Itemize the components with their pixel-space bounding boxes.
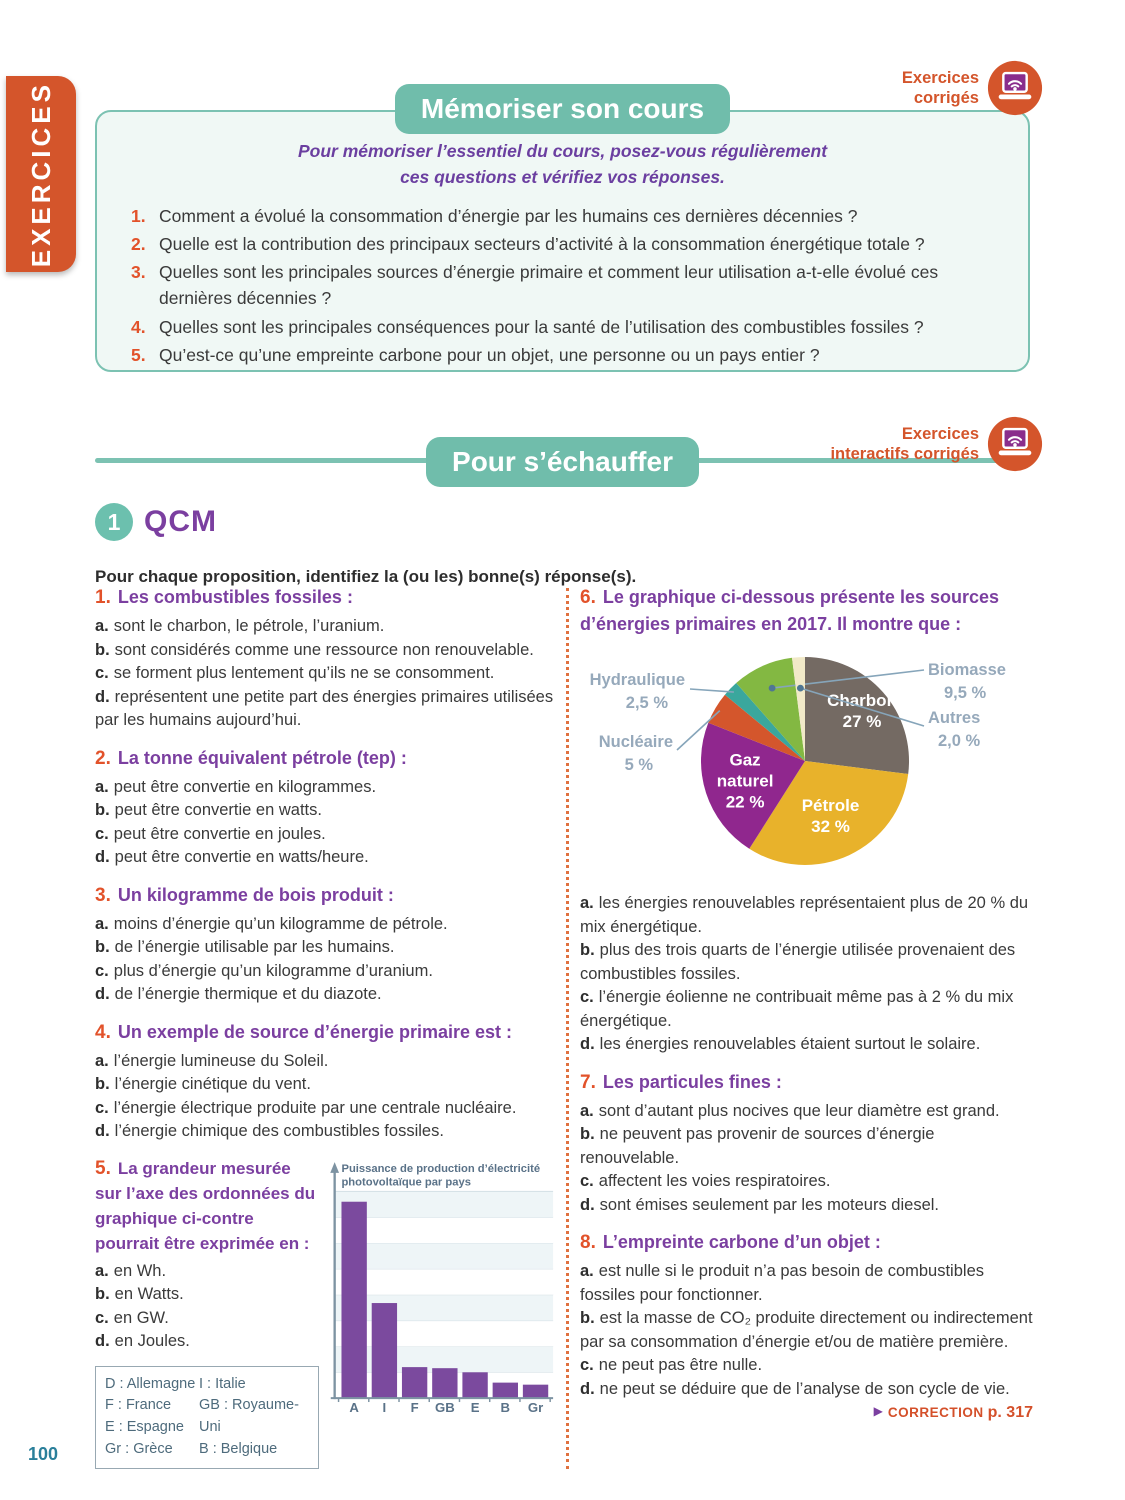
option-letter: c. xyxy=(95,664,109,682)
qcm-question-4 xyxy=(95,1019,555,1144)
laptop-wifi-icon xyxy=(987,416,1043,472)
option-text: moins d’énergie qu’un kilogramme de pétrole. xyxy=(113,914,448,933)
option-text: ne peuvent pas provenir de sources d’énergie renouvelable. xyxy=(580,1125,935,1167)
option-text: les énergies renouvelables étaient surtout le solaire. xyxy=(599,1035,981,1053)
x-tick-label: E xyxy=(470,1399,480,1414)
correction-arrow-icon: ▶ xyxy=(873,1404,883,1418)
option-text: peut être convertie en watts. xyxy=(114,801,322,819)
question-option xyxy=(580,1170,1037,1194)
option-text: peut être convertie en watts/heure. xyxy=(114,848,369,866)
question-option xyxy=(580,1100,1037,1124)
legend-entry: F : France xyxy=(105,1397,172,1414)
question-heading xyxy=(580,584,1037,637)
question-option xyxy=(95,662,555,686)
laptop-wifi-icon xyxy=(987,60,1043,116)
question-option xyxy=(95,686,555,733)
question-title: L’empreinte carbone d’un objet : xyxy=(602,1232,881,1252)
question-option xyxy=(580,1123,1037,1170)
bar-A xyxy=(341,1201,366,1397)
option-letter: b. xyxy=(95,938,110,956)
option-text: sont d’autant plus nocives que leur diamètre est grand. xyxy=(598,1101,1000,1120)
option-letter: c. xyxy=(95,1098,109,1117)
question-number: 7. xyxy=(580,1071,596,1093)
column-divider-dotted xyxy=(566,588,569,1469)
plot-band xyxy=(335,1294,553,1320)
pie-outside-label: Biomasse 9,5 % xyxy=(928,661,1006,702)
question-heading xyxy=(95,584,555,611)
option-text: plus des trois quarts de l’énergie utilisée provenaient des combustibles fossiles. xyxy=(580,941,1016,983)
qcm-question-8 xyxy=(580,1229,1037,1401)
option-text: les énergies renouvelables représentaient plus de 20 % du mix énergétique. xyxy=(580,894,1029,936)
option-letter: b. xyxy=(580,941,595,959)
option-text: est nulle si le produit n’a pas besoin de combustibles fossiles pour fonctionner. xyxy=(580,1262,984,1304)
question-heading xyxy=(95,882,555,909)
question-title: Les combustibles fossiles : xyxy=(117,587,353,607)
option-text: représentent une petite part des énergies primaires utilisées par les humains aujourd’hui. xyxy=(95,687,554,729)
legend-entry: Gr : Grèce xyxy=(105,1440,173,1457)
legend-entry: E : Espagne xyxy=(105,1419,184,1435)
question-option xyxy=(95,936,555,960)
memoriser-item-text: Qu’est-ce qu’une empreinte carbone pour un objet, une personne ou un pays entier ? xyxy=(159,344,820,365)
question-option xyxy=(95,1260,317,1284)
x-tick-label: I xyxy=(382,1399,387,1414)
memoriser-item xyxy=(131,203,994,229)
question-option xyxy=(580,892,1037,939)
qcm-question-7 xyxy=(580,1069,1037,1218)
option-text: peut être convertie en joules. xyxy=(113,824,326,843)
option-text: plus d’énergie qu’un kilogramme d’uranium. xyxy=(113,961,433,980)
memoriser-item-number: 4. xyxy=(131,316,146,337)
option-letter: a. xyxy=(580,1262,594,1280)
question-number: 6. xyxy=(580,587,596,608)
option-text: en GW. xyxy=(113,1308,169,1327)
question-number: 5. xyxy=(95,1157,111,1179)
question-heading xyxy=(95,745,555,772)
pie-chart xyxy=(580,649,1037,884)
option-letter: d. xyxy=(95,1332,110,1350)
qcm-question-1 xyxy=(95,584,555,733)
pie-inside-label: Pétrole 32 % xyxy=(801,795,860,836)
question-number: 1. xyxy=(95,587,111,608)
qcm-question-2 xyxy=(95,745,555,870)
option-letter: d. xyxy=(580,1035,595,1053)
option-letter: d. xyxy=(580,1379,595,1398)
exercise-1-header xyxy=(95,503,217,541)
pie-outside-label: Autres 2,0 % xyxy=(928,709,981,750)
memoriser-item xyxy=(131,231,994,257)
memoriser-item-number: 5. xyxy=(131,344,146,365)
option-letter: a. xyxy=(95,1051,109,1070)
question-title: Les particules fines : xyxy=(602,1071,782,1092)
memoriser-item-number: 3. xyxy=(131,262,146,282)
option-text: ne peut pas être nulle. xyxy=(598,1356,763,1374)
exercise-number-circle: 1 xyxy=(95,503,133,541)
qcm-question-5 xyxy=(95,1156,317,1354)
bar-GB xyxy=(432,1368,457,1398)
question-option xyxy=(95,913,555,937)
option-letter: b. xyxy=(95,1285,110,1303)
option-letter: c. xyxy=(580,1172,594,1190)
question-option xyxy=(580,1354,1037,1378)
legend-entry: D : Allemagne xyxy=(105,1375,196,1392)
question-option xyxy=(95,1283,317,1307)
option-letter: a. xyxy=(95,777,109,796)
question-option xyxy=(95,799,555,823)
option-letter: b. xyxy=(580,1309,595,1327)
question-option xyxy=(95,1307,317,1331)
option-text: ne peut se déduire que de l’analyse de son cycle de vie. xyxy=(599,1379,1010,1398)
option-letter: d. xyxy=(95,687,110,706)
pie-inside-label: Charbon 27 % xyxy=(827,691,897,732)
question-option xyxy=(580,1033,1037,1057)
question-option xyxy=(580,1260,1037,1307)
bar-E xyxy=(462,1372,487,1398)
qcm-question-6 xyxy=(580,892,1037,1057)
memoriser-question-list xyxy=(131,203,994,369)
option-letter: b. xyxy=(580,1125,595,1143)
badge-text-line2: corrigés xyxy=(913,88,979,107)
qcm-left-column xyxy=(95,584,555,1469)
option-text: sont émises seulement par les moteurs diesel. xyxy=(599,1195,939,1214)
plot-band xyxy=(335,1243,553,1269)
option-text: sont considérés comme une ressource non renouvelable. xyxy=(114,640,534,659)
option-letter: d. xyxy=(95,985,110,1003)
x-tick-label: GB xyxy=(434,1399,455,1414)
question-heading xyxy=(580,1229,1037,1256)
option-text: de l’énergie utilisable par les humains. xyxy=(114,938,395,956)
option-letter: a. xyxy=(95,1261,109,1280)
x-tick-label: F xyxy=(410,1399,419,1414)
question-option xyxy=(95,1050,555,1074)
plot-band xyxy=(335,1217,553,1243)
bar-chart xyxy=(317,1156,557,1469)
question-title: Un kilogramme de bois produit : xyxy=(117,884,394,905)
qcm-instruction: Pour chaque proposition, identifiez la (ou les) bonne(s) réponse(s). xyxy=(95,567,637,586)
option-letter: b. xyxy=(95,1075,110,1093)
option-text: de l’énergie thermique et du diazote. xyxy=(114,985,382,1003)
echauffer-section-title: Pour s’échauffer xyxy=(426,437,699,487)
plot-band xyxy=(335,1320,553,1346)
question-number: 3. xyxy=(95,884,111,906)
question-option xyxy=(95,983,555,1007)
question-option xyxy=(95,1330,317,1354)
badge-text-line1: Exercices xyxy=(901,425,979,443)
bar-I xyxy=(372,1303,397,1398)
option-letter: d. xyxy=(95,848,110,866)
x-tick-label: Gr xyxy=(527,1399,544,1414)
option-letter: c. xyxy=(95,961,109,980)
plot-band xyxy=(335,1191,553,1217)
badge-text-line2: interactifs corrigés xyxy=(830,444,979,463)
memoriser-item xyxy=(131,342,994,368)
bar-B xyxy=(493,1382,518,1398)
question-option xyxy=(95,960,555,984)
pie-outside-label: Hydraulique 2,5 % xyxy=(589,671,685,712)
question-title: La grandeur mesurée sur l’axe des ordonnées du graphique ci-contre pourrait être exprimée en : xyxy=(95,1158,316,1253)
plot-band xyxy=(335,1268,553,1294)
question-5-row xyxy=(95,1156,555,1469)
y-axis-arrow xyxy=(330,1162,339,1173)
correction-reference: ▶ CORRECTION p. 317 xyxy=(873,1404,1033,1421)
qcm-question-3 xyxy=(95,882,555,1007)
option-text: se forment plus lentement qu’ils ne se consomment. xyxy=(113,664,495,682)
memoriser-intro: Pour mémoriser l’essentiel du cours, posez-vous régulièrement ces questions et vérifiez vos réponses. xyxy=(297,141,828,188)
option-letter: a. xyxy=(95,617,109,635)
pie-leader-line xyxy=(690,689,734,692)
option-letter: a. xyxy=(580,894,594,912)
qcm-right-column xyxy=(580,584,1037,1469)
exercices-interactifs-badge xyxy=(830,416,1043,472)
x-tick-label: A xyxy=(349,1399,359,1414)
bar-F xyxy=(402,1367,427,1398)
option-text: est la masse de CO₂ produite directement ou indirectement par sa consommation d’énergie et/ou de matière première. xyxy=(580,1309,1033,1351)
memoriser-item-number: 1. xyxy=(131,205,146,226)
question-option xyxy=(95,776,555,800)
option-letter: b. xyxy=(95,801,110,819)
bar-chart-title: Puissance de production d’électricité xyxy=(341,1162,541,1175)
memoriser-item-text: Quelle est la contribution des principaux secteurs d’activité à la consommation énergétique totale ? xyxy=(159,233,925,254)
option-text: en Joules. xyxy=(114,1332,190,1350)
option-text: l’énergie cinétique du vent. xyxy=(114,1075,311,1093)
question-number: 8. xyxy=(580,1232,596,1253)
question-option xyxy=(95,1120,555,1144)
question-option xyxy=(580,1307,1037,1354)
memoriser-item xyxy=(131,259,994,312)
pie-inside-label: Gaz naturel 22 % xyxy=(716,750,774,812)
question-number: 2. xyxy=(95,747,111,769)
option-text: l’énergie éolienne ne contribuait même pas à 2 % du mix énergétique. xyxy=(580,988,1014,1030)
memoriser-item-text: Quelles sont les principales sources d’énergie primaire et comment leur utilisation a-t-elle évolué ces dernières décennies ? xyxy=(159,262,939,309)
option-text: affectent les voies respiratoires. xyxy=(598,1172,831,1190)
pie-outside-label: Nucléaire 5 % xyxy=(598,733,673,774)
question-option xyxy=(580,1378,1037,1402)
question-heading xyxy=(95,1019,555,1046)
qcm-question-6 xyxy=(580,584,1037,637)
option-text: l’énergie chimique des combustibles fossiles. xyxy=(114,1122,444,1140)
pie-leader-dot xyxy=(769,685,776,692)
memoriser-item-number: 2. xyxy=(131,233,146,254)
question-heading xyxy=(95,1156,317,1256)
legend-entry: B : Belgique xyxy=(199,1440,278,1457)
option-text: sont le charbon, le pétrole, l’uranium. xyxy=(113,617,385,635)
option-letter: d. xyxy=(580,1195,595,1214)
bar-chart-title: photovoltaïque par pays xyxy=(341,1176,471,1189)
memoriser-section-title: Mémoriser son cours xyxy=(395,84,730,134)
page-number: 100 xyxy=(28,1444,59,1464)
question-option xyxy=(95,1073,555,1097)
option-letter: d. xyxy=(95,1122,110,1140)
question-number: 4. xyxy=(95,1021,111,1043)
option-letter: c. xyxy=(95,1308,109,1327)
question-option xyxy=(580,1194,1037,1218)
option-letter: a. xyxy=(580,1101,594,1120)
question-option xyxy=(95,823,555,847)
option-letter: c. xyxy=(580,1356,594,1374)
option-text: l’énergie lumineuse du Soleil. xyxy=(113,1051,329,1070)
memoriser-item-text: Comment a évolué la consommation d’énergie par les humains ces dernières décennies ? xyxy=(159,205,858,226)
pie-leader-dot xyxy=(797,685,804,692)
bar-chart-legend xyxy=(95,1366,319,1469)
bar-Gr xyxy=(523,1384,548,1397)
question-title: Un exemple de source d’énergie primaire est : xyxy=(117,1021,513,1042)
legend-entry: GB : Royaume-Uni xyxy=(199,1397,299,1435)
option-text: en Watts. xyxy=(114,1285,184,1303)
question-title: Le graphique ci-dessous présente les sources d’énergies primaires en 2017. Il montre que : xyxy=(580,587,999,634)
option-letter: b. xyxy=(95,640,110,659)
exercise-title: QCM xyxy=(144,505,217,538)
option-letter: a. xyxy=(95,914,109,933)
question-option xyxy=(95,639,555,663)
question-option xyxy=(95,615,555,639)
qcm-columns xyxy=(95,584,1037,1469)
memoriser-item xyxy=(131,314,994,340)
option-letter: c. xyxy=(95,824,109,843)
option-text: en Wh. xyxy=(113,1261,167,1280)
option-letter: c. xyxy=(580,988,594,1006)
memoriser-card xyxy=(95,110,1030,372)
question-option xyxy=(580,986,1037,1033)
question-heading xyxy=(580,1069,1037,1096)
question-title: La tonne équivalent pétrole (tep) : xyxy=(117,747,407,768)
x-tick-label: B xyxy=(500,1399,511,1414)
legend-entry: I : Italie xyxy=(199,1375,246,1392)
question-option xyxy=(95,846,555,870)
memoriser-item-text: Quelles sont les principales conséquences pour la santé de l’utilisation des combustibles fossiles ? xyxy=(159,316,924,337)
option-text: l’énergie électrique produite par une centrale nucléaire. xyxy=(113,1098,517,1117)
option-text: peut être convertie en kilogrammes. xyxy=(113,777,377,796)
badge-text-line1: Exercices xyxy=(901,69,979,87)
exercices-corriges-badge xyxy=(902,60,1043,116)
question-option xyxy=(580,939,1037,986)
question-option xyxy=(95,1097,555,1121)
exercices-side-tab-label: EXERCICES xyxy=(25,80,56,268)
